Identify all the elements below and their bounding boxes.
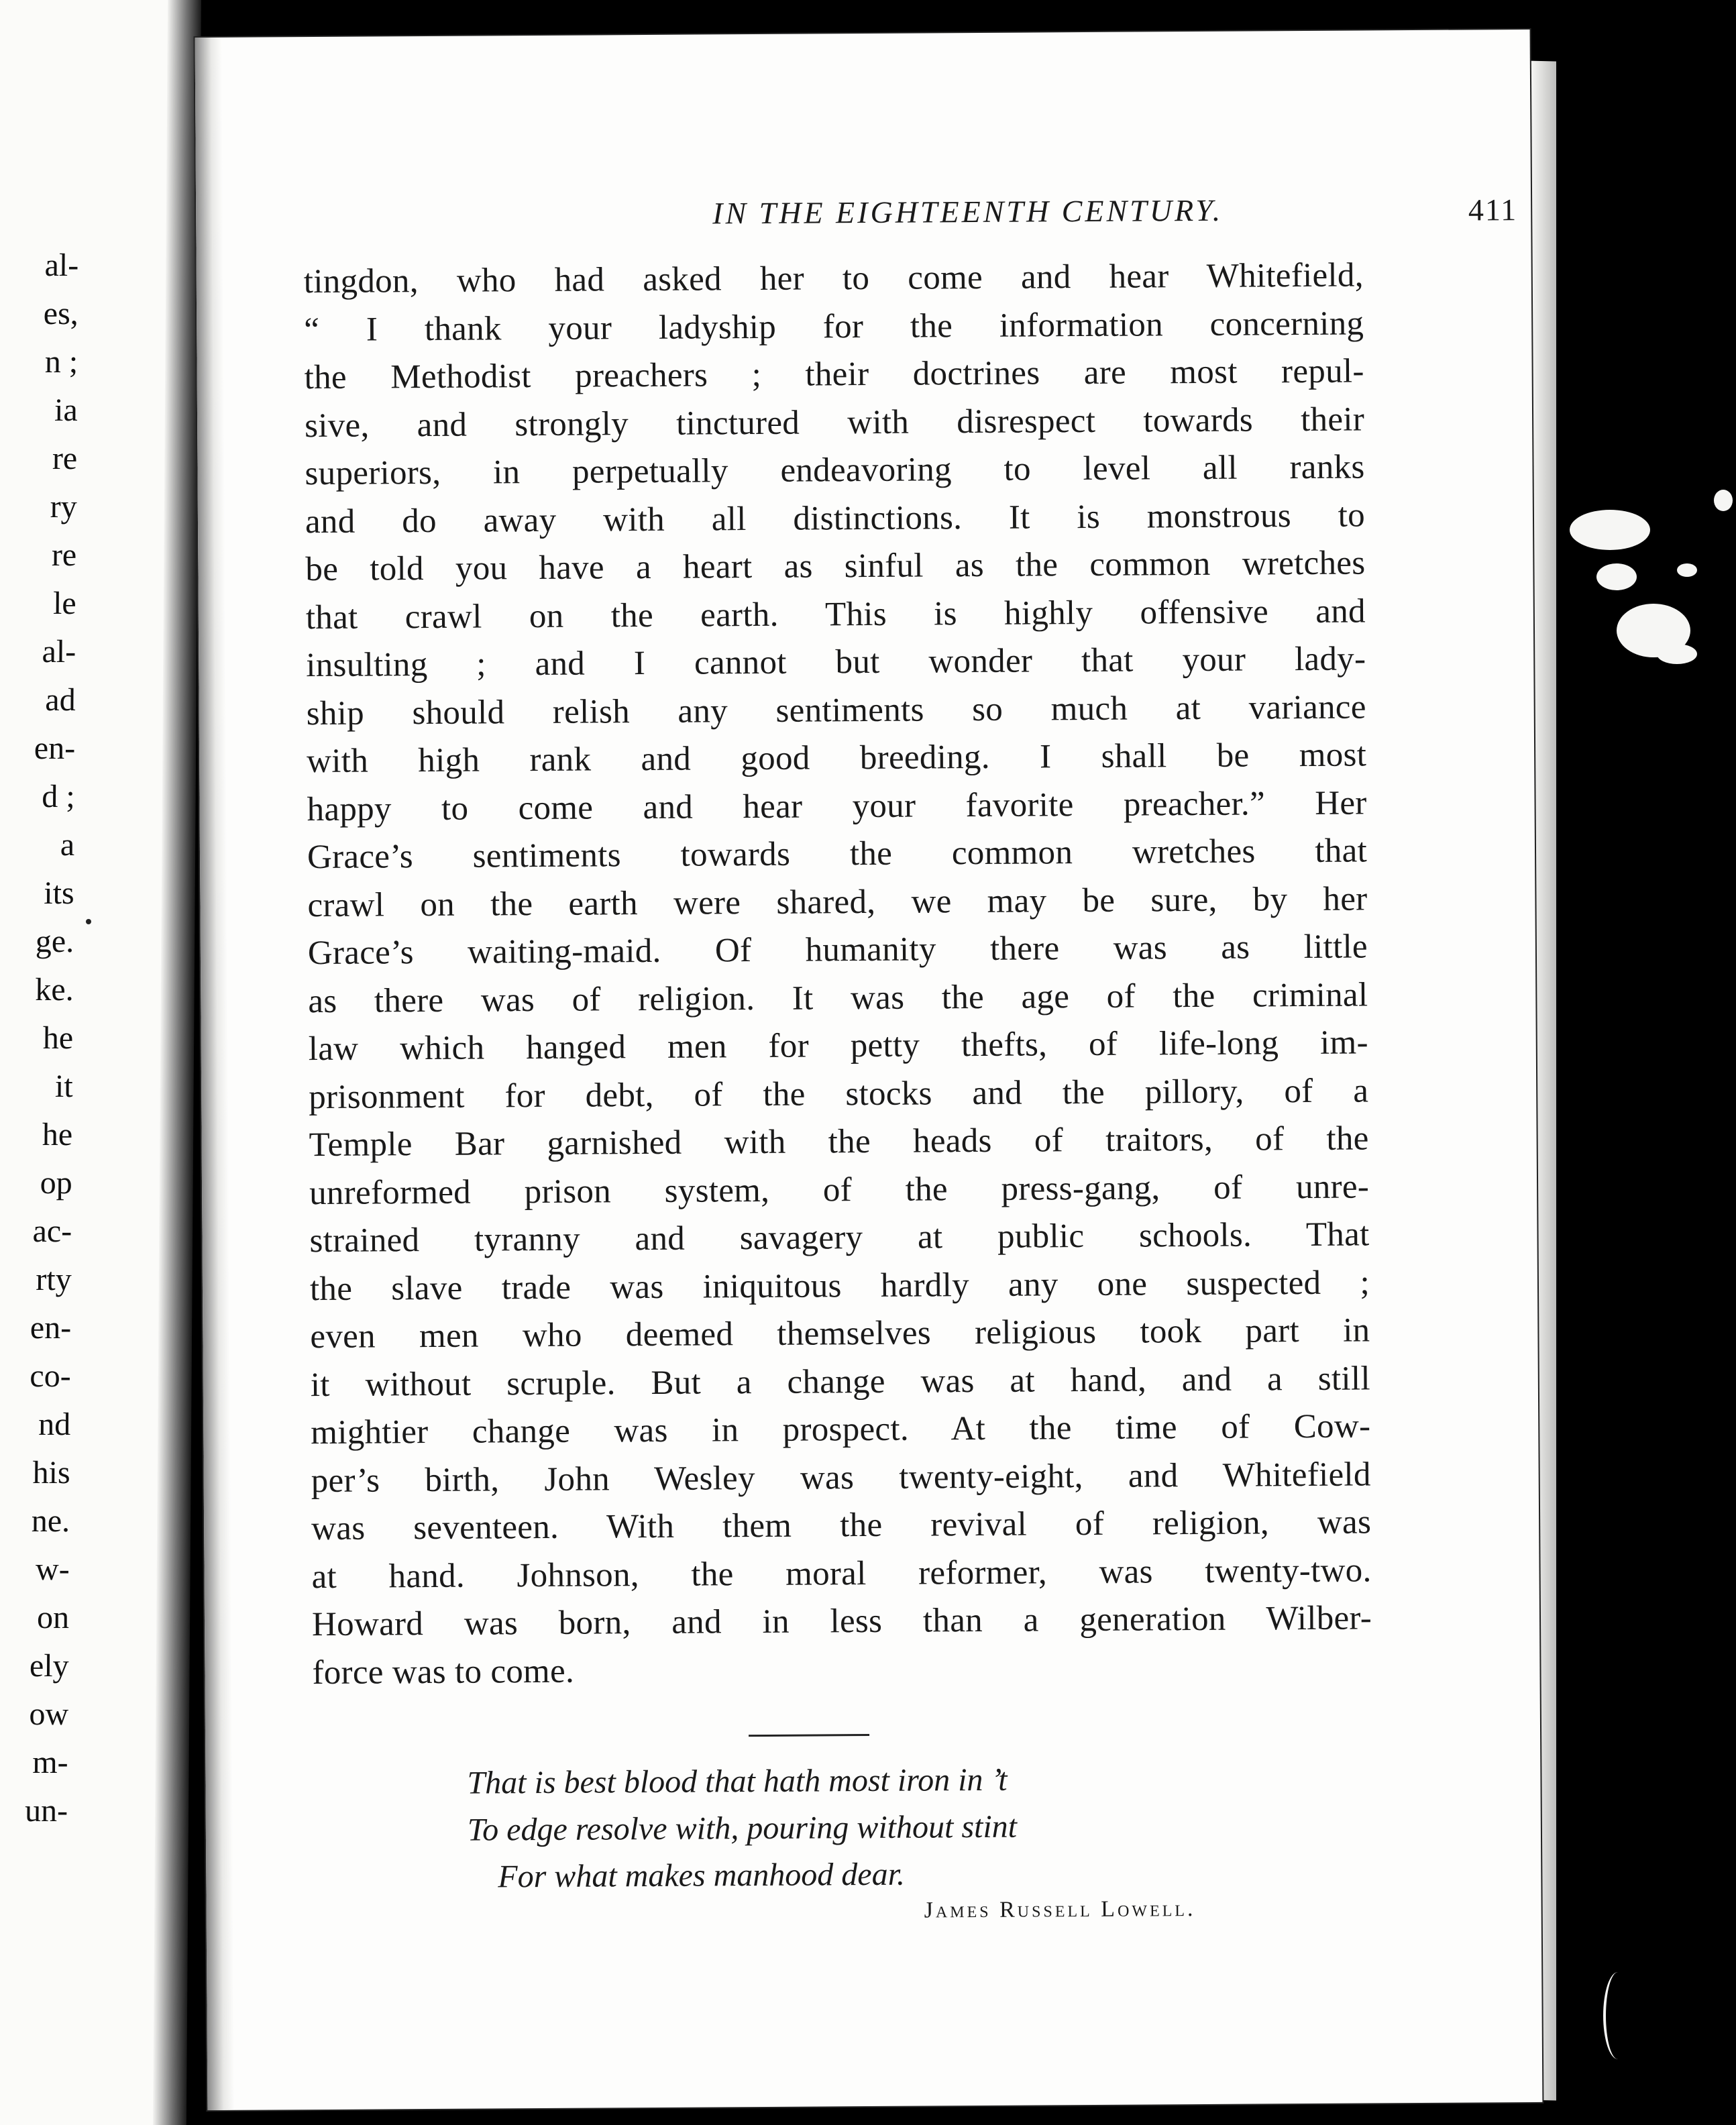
left-fragment-line: it	[54, 1069, 73, 1104]
left-fragment-line: al-	[44, 248, 79, 283]
running-head	[511, 190, 1517, 250]
left-fragment-line: n ;	[44, 344, 78, 380]
left-fragment-line: re	[52, 441, 78, 476]
text-line: be told you have a heart as sinful as the common wretches	[305, 544, 1366, 589]
text-line: and do away with all distinctions. It is monstrous to	[305, 496, 1366, 541]
left-fragment-line: al-	[42, 634, 76, 669]
left-fragment-line: ke.	[35, 972, 74, 1007]
left-fragment-line: ia	[54, 392, 78, 428]
left-fragment-line: ne.	[31, 1503, 70, 1539]
text-line: Howard was born, and in less than a generation Wilber-	[311, 1599, 1372, 1644]
text-line: at hand. Johnson, the moral reformer, was twenty-two.	[311, 1551, 1372, 1596]
left-fragment-line: ad	[45, 682, 76, 718]
text-line: sive, and strongly tinctured with disrespect towards their	[304, 400, 1365, 445]
left-fragment-line: en-	[30, 1310, 72, 1346]
left-fragment-line: m-	[32, 1745, 68, 1780]
scan-stain	[1657, 644, 1697, 664]
text-line: Temple Bar garnished with the heads of traitors, of the	[309, 1120, 1369, 1164]
left-fragment-line: en-	[34, 730, 76, 766]
left-page-text-fragments	[0, 241, 78, 1835]
text-line: happy to come and hear your favorite preacher.” Her	[307, 783, 1367, 828]
text-line: Grace’s sentiments towards the common wretches that	[307, 832, 1368, 877]
text-line: unreformed prison system, of the press-gang, of unre-	[309, 1167, 1370, 1212]
epigraph-attribution: James Russell Lowell.	[924, 1896, 1196, 1923]
left-fragment-line: his	[32, 1455, 70, 1490]
text-line: strained tyranny and savagery at public schools. That	[309, 1215, 1370, 1260]
left-fragment-line: he	[42, 1020, 74, 1056]
text-line: tingdon, who had asked her to come and hear Whitefield,	[303, 256, 1364, 301]
text-line: even men who deemed themselves religious took part in	[310, 1311, 1370, 1356]
left-fragment-line: re	[51, 537, 77, 573]
text-line: prisonment for debt, of the stocks and the pillory, of a	[309, 1071, 1369, 1116]
left-fragment-line: un-	[24, 1793, 68, 1829]
right-page	[195, 30, 1543, 2110]
scan-stain	[1714, 490, 1733, 511]
scan-stain	[1677, 563, 1697, 577]
left-fragment-line: le	[52, 586, 76, 621]
text-line: “ I thank your ladyship for the information concerning	[304, 304, 1364, 349]
left-fragment-line: ac-	[32, 1213, 72, 1249]
left-fragment-line: co-	[30, 1358, 71, 1394]
verse-line: To edge resolve with, pouring without stint	[467, 1808, 1018, 1848]
body-text	[304, 252, 1372, 1697]
text-line: force was to come.	[312, 1652, 575, 1692]
scan-mark	[1603, 1972, 1633, 2059]
scan-stain	[1596, 563, 1637, 590]
book-gutter-shadow	[153, 0, 201, 2125]
left-fragment-line: d ;	[42, 779, 75, 814]
text-line: superiors, in perpetually endeavoring to level all ranks	[305, 448, 1365, 493]
text-line: was seventeen. With them the revival of religion, was	[311, 1503, 1372, 1548]
left-fragment-line: a	[60, 827, 75, 863]
left-fragment-line: ry	[50, 489, 77, 525]
verse-line: For what makes manhood dear.	[498, 1856, 906, 1895]
text-line: ship should relish any sentiments so much at variance	[306, 688, 1366, 732]
text-line: law which hanged men for petty thefts, of life-long im-	[308, 1024, 1368, 1069]
text-line: with high rank and good breeding. I shall be most	[307, 736, 1367, 781]
left-fragment-line: ow	[29, 1696, 69, 1732]
text-line: the slave trade was iniquitous hardly any one suspected ;	[309, 1263, 1370, 1308]
left-fragment-line: es,	[43, 296, 78, 331]
text-line: that crawl on the earth. This is highly offensive and	[305, 592, 1366, 637]
scan-stain	[1570, 510, 1650, 550]
left-fragment-line: ge.	[35, 924, 74, 959]
text-line: per’s birth, John Wesley was twenty-eight, and Whitefield	[311, 1455, 1371, 1500]
running-title: IN THE EIGHTEENTH CENTURY.	[712, 193, 1224, 231]
section-divider-rule	[749, 1734, 869, 1737]
left-fragment-line: he	[42, 1117, 73, 1152]
left-fragment-line: op	[40, 1165, 72, 1201]
text-line: as there was of religion. It was the age of the criminal	[308, 975, 1368, 1020]
left-facing-page	[0, 0, 195, 2125]
text-line: mightier change was in prospect. At the time of Cow-	[311, 1407, 1371, 1452]
left-fragment-line: on	[36, 1600, 70, 1635]
text-line: it without scruple. But a change was at hand, and a still	[310, 1359, 1370, 1404]
left-fragment-line: w-	[35, 1551, 70, 1587]
text-line: crawl on the earth were shared, we may be sure, by her	[307, 879, 1368, 924]
text-line: Grace’s waiting-maid. Of humanity there was as little	[307, 928, 1368, 973]
left-fragment-line: ely	[29, 1648, 69, 1684]
left-fragment-line: rty	[36, 1262, 72, 1297]
left-fragment-line: nd	[38, 1407, 71, 1442]
text-line: the Methodist preachers ; their doctrines are most repul-	[304, 352, 1364, 397]
page-inner-shadow	[195, 38, 235, 2110]
page-number: 411	[1468, 193, 1518, 227]
epigraph-verse	[467, 1755, 1272, 1900]
scan-speck	[86, 919, 91, 924]
left-fragment-line: its	[44, 875, 74, 911]
verse-line: That is best blood that hath most iron in ’t	[467, 1761, 1008, 1801]
text-line: insulting ; and I cannot but wonder that your lady-	[306, 640, 1366, 685]
